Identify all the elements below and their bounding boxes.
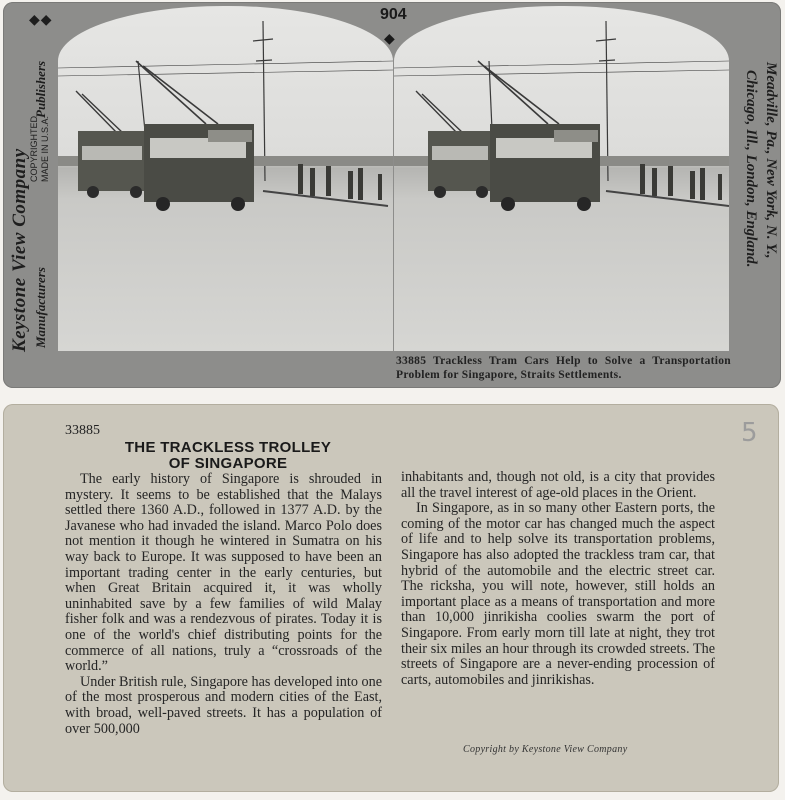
address-line-2: Chicago, Ill., London, England.: [743, 70, 759, 268]
paragraph: In Singapore, as in so many other Eastern ports, the coming of the motor car has changed much the aspect of life and to help solve its transportation problems, Singapore has also adopted the trackless tram car, that hybrid of the automobile and the electric street car. The ricksha, you will note, however, still holds an important place as a means of transportation and more than 10,000 jinrikisha coolies swarm the port of Singapore. From early morn till late at night, they trot their six miles an hour through its crowded streets. The streets of Singapore are a never-ending procession of carts, automobiles and jinrikishas.: [401, 500, 715, 688]
stereo-photo-left: [58, 6, 393, 351]
stereoview-front: [3, 2, 781, 388]
front-caption: 33885 Trackless Tram Cars Help to Solve a Transportation Problem for Singapore, Straits Settlements.: [396, 355, 731, 381]
made-in-line: MADE IN U.S.A.: [40, 115, 50, 182]
diamond-icon: ◆: [384, 32, 395, 47]
copyright-line: COPYRIGHTED: [29, 115, 39, 182]
tram-scene-illustration-right: [394, 6, 729, 351]
diamond-ornament-icon: ◆◆: [29, 13, 53, 28]
stereoview-back: [3, 404, 779, 792]
back-title: [93, 440, 363, 472]
title-line-2: OF SINGAPORE: [168, 455, 288, 472]
pencil-mark: 5: [741, 418, 758, 448]
paragraph: inhabitants and, though not old, is a city that provides all the travel interest of age-old places in the Orient.: [401, 469, 715, 501]
address-line-1: Meadville, Pa., New York, N. Y.,: [763, 62, 779, 259]
text-column-right: [401, 470, 715, 688]
publisher-addresses: [733, 52, 781, 372]
paragraph: The early history of Singapore is shrouded in mystery. It seems to be established that the Malays settled there 1360 A.D., followed in 1377 A.D. by the Javanese who had invaded the island. Marco Polo does not mention it though he wintered in Sumatra on his way back to Europe. It was supposed to have been an important trading center in the early centuries, but when Great Britain acquired it, it was wholly uninhabited save by a few families of wild Malay fisher folk and was a rendezvous of pirates. Today it is one of the world's chief distributing points for the commerce of all nations, truly a “crossroads of the world.”: [65, 471, 382, 675]
copyright-notice: Copyright by Keystone View Company: [463, 744, 628, 755]
publisher-name: Keystone View Company: [9, 148, 30, 352]
stereo-photo-right: [394, 6, 729, 351]
paragraph: Under British rule, Singapore has developed into one of the most prosperous and modern cities of the East, with broad, well-paved streets. It has a population of over 500,000: [65, 673, 382, 737]
back-card-number: 33885: [65, 423, 100, 438]
tram-scene-illustration: [58, 6, 393, 351]
title-line-1: THE TRACKLESS TROLLEY: [124, 439, 332, 456]
manufacturers-label: Manufacturers: [33, 267, 48, 348]
publishers-label: Publishers: [33, 60, 48, 118]
card-number: 904: [380, 6, 407, 23]
text-column-left: [65, 472, 382, 737]
publisher-imprint: [5, 32, 57, 362]
